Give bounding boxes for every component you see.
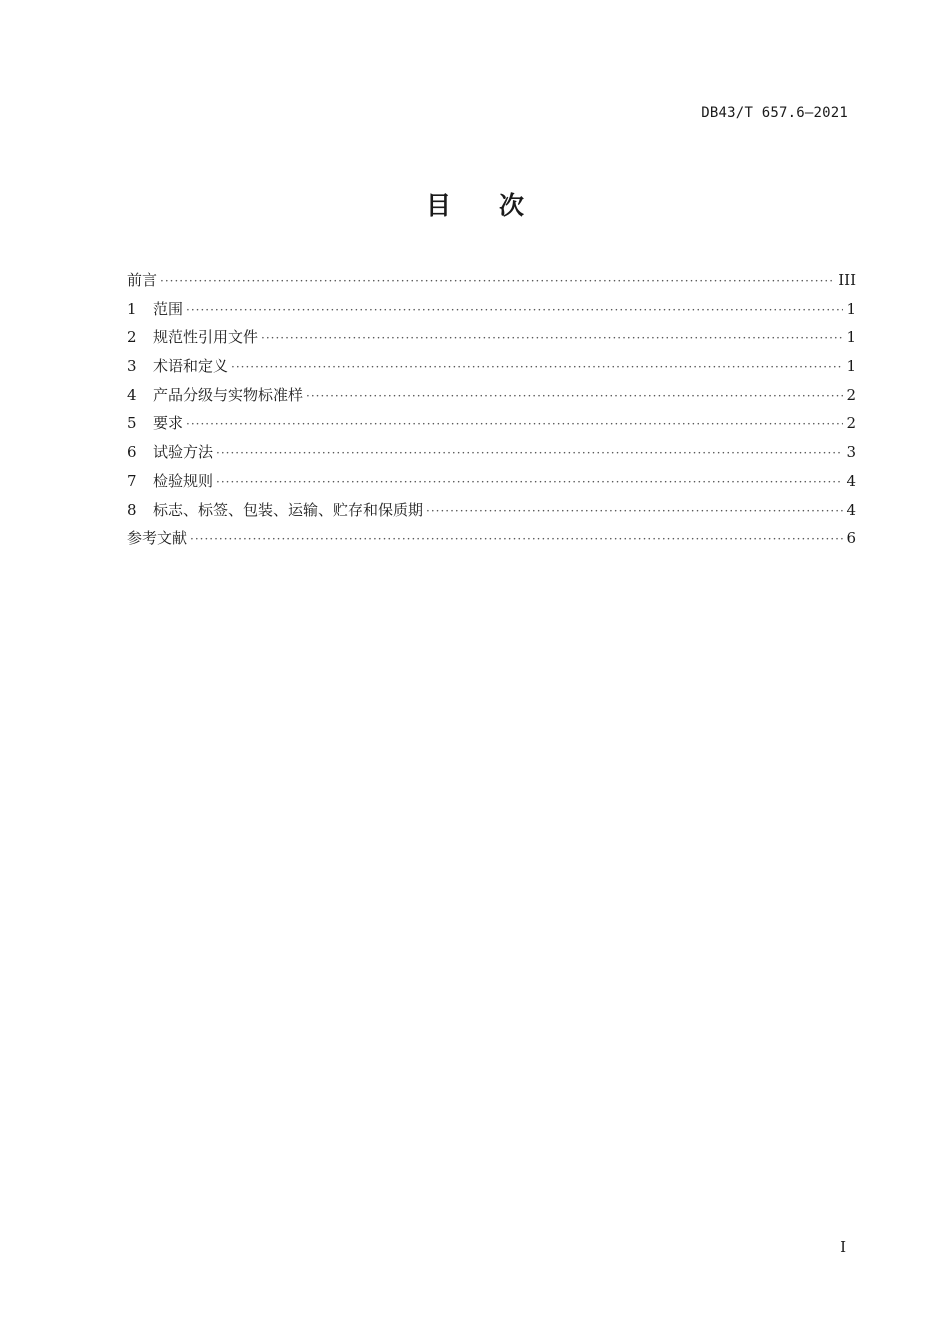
toc-entry-page: 1 <box>846 299 856 318</box>
toc-dot-leader <box>261 324 843 352</box>
toc-dot-leader <box>216 468 843 496</box>
toc-entry-number: 7 <box>127 471 137 490</box>
table-of-contents <box>127 266 856 553</box>
toc-entry-normative-references[interactable] <box>127 323 856 352</box>
toc-entry-grading-samples[interactable] <box>127 381 856 410</box>
toc-dot-leader <box>306 382 843 410</box>
toc-entry-page: 6 <box>846 529 856 548</box>
toc-dot-leader <box>160 267 835 295</box>
toc-entry-bibliography[interactable] <box>127 524 856 553</box>
toc-entry-test-methods[interactable] <box>127 438 856 467</box>
toc-entry-label: 标志、标签、包装、运输、贮存和保质期 <box>153 500 424 519</box>
toc-entry-number: 3 <box>127 357 137 376</box>
toc-entry-number: 1 <box>127 299 137 318</box>
toc-entry-number: 2 <box>127 328 137 347</box>
toc-entry-page: 4 <box>846 500 856 519</box>
toc-entry-number: 5 <box>127 414 137 433</box>
toc-entry-label: 术语和定义 <box>153 357 229 376</box>
toc-entry-page: 3 <box>846 443 856 462</box>
toc-entry-label: 产品分级与实物标准样 <box>153 385 304 404</box>
toc-entry-foreword[interactable] <box>127 266 856 295</box>
toc-entry-terms-definitions[interactable] <box>127 352 856 381</box>
toc-entry-number: 4 <box>127 385 137 404</box>
toc-entry-page: 4 <box>846 471 856 490</box>
toc-entry-label: 规范性引用文件 <box>153 328 259 347</box>
page-title-char: 次 <box>499 191 525 220</box>
toc-entry-page: 2 <box>846 414 856 433</box>
standard-code: DB43/T 657.6—2021 <box>701 105 848 121</box>
toc-entry-label: 要求 <box>153 414 184 433</box>
toc-dot-leader <box>186 410 843 438</box>
page-number: I <box>840 1238 846 1256</box>
toc-dot-leader <box>426 497 843 525</box>
toc-entry-marking-packaging[interactable] <box>127 496 856 525</box>
page-title <box>0 186 950 222</box>
page-title-char: 目 <box>425 191 451 220</box>
toc-entry-label: 范围 <box>153 299 184 318</box>
toc-dot-leader <box>190 525 843 553</box>
toc-entry-page: 2 <box>846 385 856 404</box>
toc-dot-leader <box>231 353 843 381</box>
toc-entry-page: III <box>838 271 856 289</box>
toc-entry-number: 8 <box>127 500 137 519</box>
toc-entry-requirements[interactable] <box>127 409 856 438</box>
toc-entry-page: 1 <box>846 357 856 376</box>
toc-entry-label: 前言 <box>127 271 158 289</box>
toc-entry-number: 6 <box>127 443 137 462</box>
toc-dot-leader <box>216 439 843 467</box>
toc-dot-leader <box>186 296 843 324</box>
toc-entry-inspection-rules[interactable] <box>127 467 856 496</box>
toc-entry-scope[interactable] <box>127 295 856 324</box>
toc-entry-label: 检验规则 <box>153 471 214 490</box>
toc-entry-label: 试验方法 <box>153 443 214 462</box>
toc-entry-label: 参考文献 <box>127 529 188 548</box>
toc-entry-page: 1 <box>846 328 856 347</box>
